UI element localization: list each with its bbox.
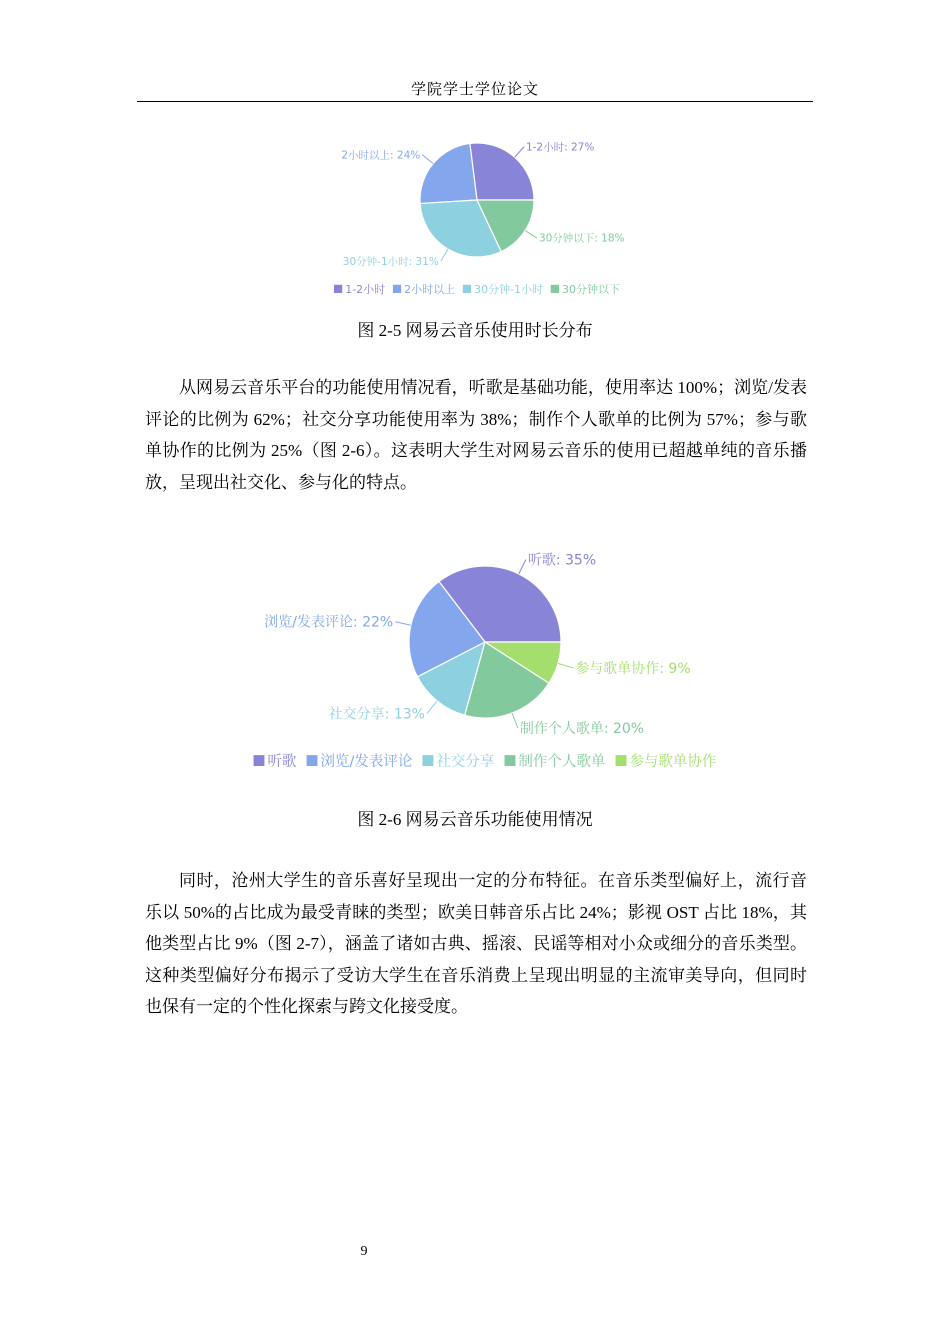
legend-swatch-icon — [307, 755, 318, 766]
legend-swatch-icon — [616, 755, 627, 766]
legend-swatch-icon — [551, 285, 559, 293]
slice-label: 制作个人歌单: 20% — [519, 720, 645, 737]
slice-label: 社交分享: 13% — [328, 706, 425, 723]
legend-label[interactable]: 30分钟以下 — [562, 283, 621, 296]
legend-label[interactable]: 30分钟-1小时 — [474, 283, 544, 296]
label-leader-line — [422, 155, 433, 164]
paragraph-feature-usage: 从网易云音乐平台的功能使用情况看，听歌是基础功能，使用率达 100%；浏览/发表评论的比例为 62%；社交分享功能使用率为 38%；制作个人歌单的比例为 57%；参与歌单协作的比例为 25%（图 2-6）。这表明大学生对网易云音乐的使用已超越单纯的音乐播放，呈现出社交化、参与化的特点。 — [145, 378, 807, 492]
slice-label: 浏览/发表评论: 22% — [264, 614, 394, 631]
paragraph-music-preference: 同时，沧州大学生的音乐喜好呈现出一定的分布特征。在音乐类型偏好上，流行音乐以 50%的占比成为最受青睐的类型；欧美日韩音乐占比 24%；影视 OST 占比 18%，其他类型占比 9%（图 2-7），涵盖了诸如古典、摇滚、民谣等相对小众或细分的音乐类型。这种类型偏好分布揭示了受访大学生在音乐消费上呈现出明显的主流审美导向，但同时也保有一定的个性化探索与跨文化接受度。 — [145, 871, 807, 1016]
legend-swatch-icon — [393, 285, 401, 293]
page-number: 9 — [360, 1244, 368, 1259]
figure-caption-2-5: 图 2-5 网易云音乐使用时长分布 — [357, 321, 593, 340]
slice-label: 参与歌单协作: 9% — [575, 660, 691, 677]
label-leader-line — [512, 713, 518, 728]
label-leader-line — [427, 701, 437, 713]
legend-label[interactable]: 浏览/发表评论 — [320, 754, 413, 770]
legend-label[interactable]: 社交分享 — [436, 754, 495, 770]
legend-label[interactable]: 参与歌单协作 — [629, 754, 717, 770]
slice-label: 2小时以上: 24% — [341, 149, 421, 162]
slice-label: 1-2小时: 27% — [525, 141, 595, 154]
running-header-title: 学院学士学位论文 — [410, 82, 539, 98]
pie-slice — [420, 143, 477, 203]
pie-chart-usage-duration — [300, 125, 660, 305]
label-leader-line — [558, 663, 573, 668]
legend-label[interactable]: 听歌 — [267, 754, 297, 770]
legend-swatch-icon — [463, 285, 471, 293]
pie-slice — [470, 143, 534, 200]
legend-swatch-icon — [334, 285, 342, 293]
legend-swatch-icon — [423, 755, 434, 766]
legend-label[interactable]: 制作个人歌单 — [518, 754, 606, 770]
figure-caption-2-6: 图 2-6 网易云音乐功能使用情况 — [357, 810, 593, 829]
slice-label: 听歌: 35% — [527, 552, 597, 569]
label-leader-line — [395, 622, 411, 626]
label-leader-line — [519, 560, 526, 574]
slice-label: 30分钟以下: 18% — [538, 232, 625, 245]
slice-label: 30分钟-1小时: 31% — [342, 255, 439, 268]
header-rule — [137, 101, 813, 102]
legend-swatch-icon — [505, 755, 516, 766]
chart-legend — [334, 282, 620, 296]
legend-label[interactable]: 2小时以上 — [404, 283, 456, 296]
label-leader-line — [515, 147, 524, 158]
chart-legend — [254, 752, 717, 770]
label-leader-line — [525, 231, 537, 239]
pie-chart-feature-usage — [215, 530, 755, 780]
label-leader-line — [441, 249, 448, 261]
legend-swatch-icon — [254, 755, 265, 766]
legend-label[interactable]: 1-2小时 — [345, 283, 386, 296]
